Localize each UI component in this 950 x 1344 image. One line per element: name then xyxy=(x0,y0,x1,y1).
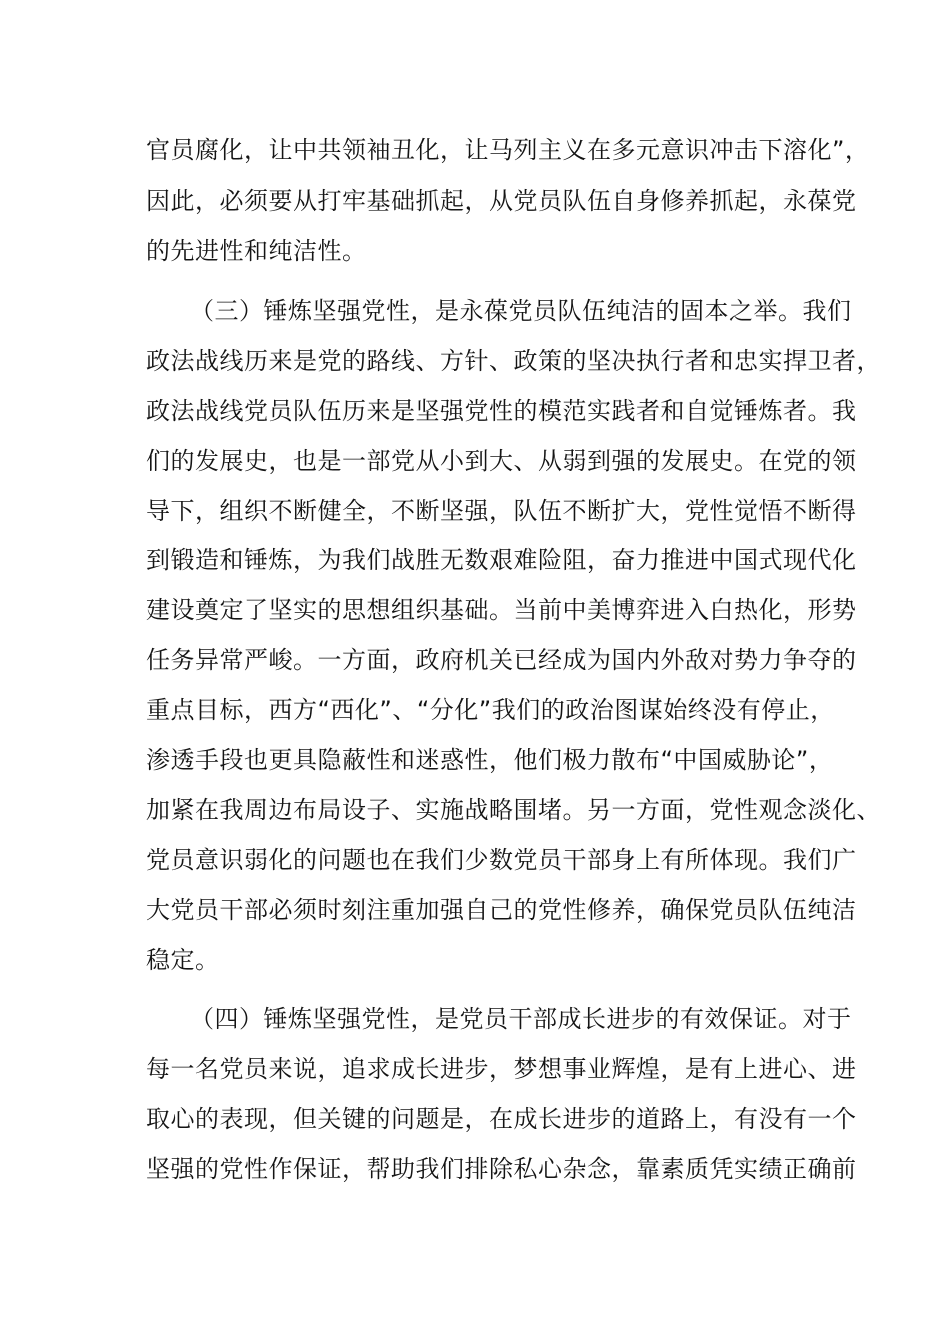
text-line: 们的发展史，也是一部党从小到大、从弱到强的发展史。在党的领 xyxy=(146,447,857,475)
text-line: 政法战线历来是党的路线、方针、政策的坚决执行者和忠实捍卫者， xyxy=(146,347,881,375)
text-line: 政法战线党员队伍历来是坚强党性的模范实践者和自觉锤炼者。我 xyxy=(146,397,857,425)
text-line: 每一名党员来说，追求成长进步，梦想事业辉煌，是有上进心、进 xyxy=(146,1055,857,1083)
text-line: 稳定。 xyxy=(146,946,220,974)
text-line: 大党员干部必须时刻注重加强自己的党性修养，确保党员队伍纯洁 xyxy=(146,896,857,924)
text-line: 渗透手段也更具隐蔽性和迷惑性，他们极力散布“中国威胁论”， xyxy=(146,746,834,774)
text-line: 官员腐化，让中共领袖丑化，让马列主义在多元意识冲击下溶化”， xyxy=(146,136,870,164)
text-line: 导下，组织不断健全，不断坚强，队伍不断扩大，党性觉悟不断得 xyxy=(146,497,857,525)
text-line: 加紧在我周边布局设子、实施战略围堵。另一方面，党性观念淡化、 xyxy=(146,796,881,824)
text-line: （四）锤炼坚强党性，是党员干部成长进步的有效保证。对于 xyxy=(190,1005,852,1033)
text-line: 党员意识弱化的问题也在我们少数党员干部身上有所体现。我们广 xyxy=(146,846,857,874)
text-line: 坚强的党性作保证，帮助我们排除私心杂念，靠素质凭实绩正确前 xyxy=(146,1155,857,1183)
text-line: 重点目标，西方“西化”、“分化”我们的政治图谋始终没有停止， xyxy=(146,696,835,724)
text-line: 任务异常严峻。一方面，政府机关已经成为国内外敌对势力争夺的 xyxy=(146,646,857,674)
text-line: 到锻造和锤炼，为我们战胜无数艰难险阻，奋力推进中国式现代化 xyxy=(146,546,857,574)
text-line: 的先进性和纯洁性。 xyxy=(146,237,367,265)
text-line: 取心的表现，但关键的问题是，在成长进步的道路上，有没有一个 xyxy=(146,1105,857,1133)
text-line: （三）锤炼坚强党性，是永葆党员队伍纯洁的固本之举。我们 xyxy=(190,297,852,325)
text-line: 建设奠定了坚实的思想组织基础。当前中美博弈进入白热化，形势 xyxy=(146,596,857,624)
text-line: 因此，必须要从打牢基础抓起，从党员队伍自身修养抓起，永葆党 xyxy=(146,187,857,215)
